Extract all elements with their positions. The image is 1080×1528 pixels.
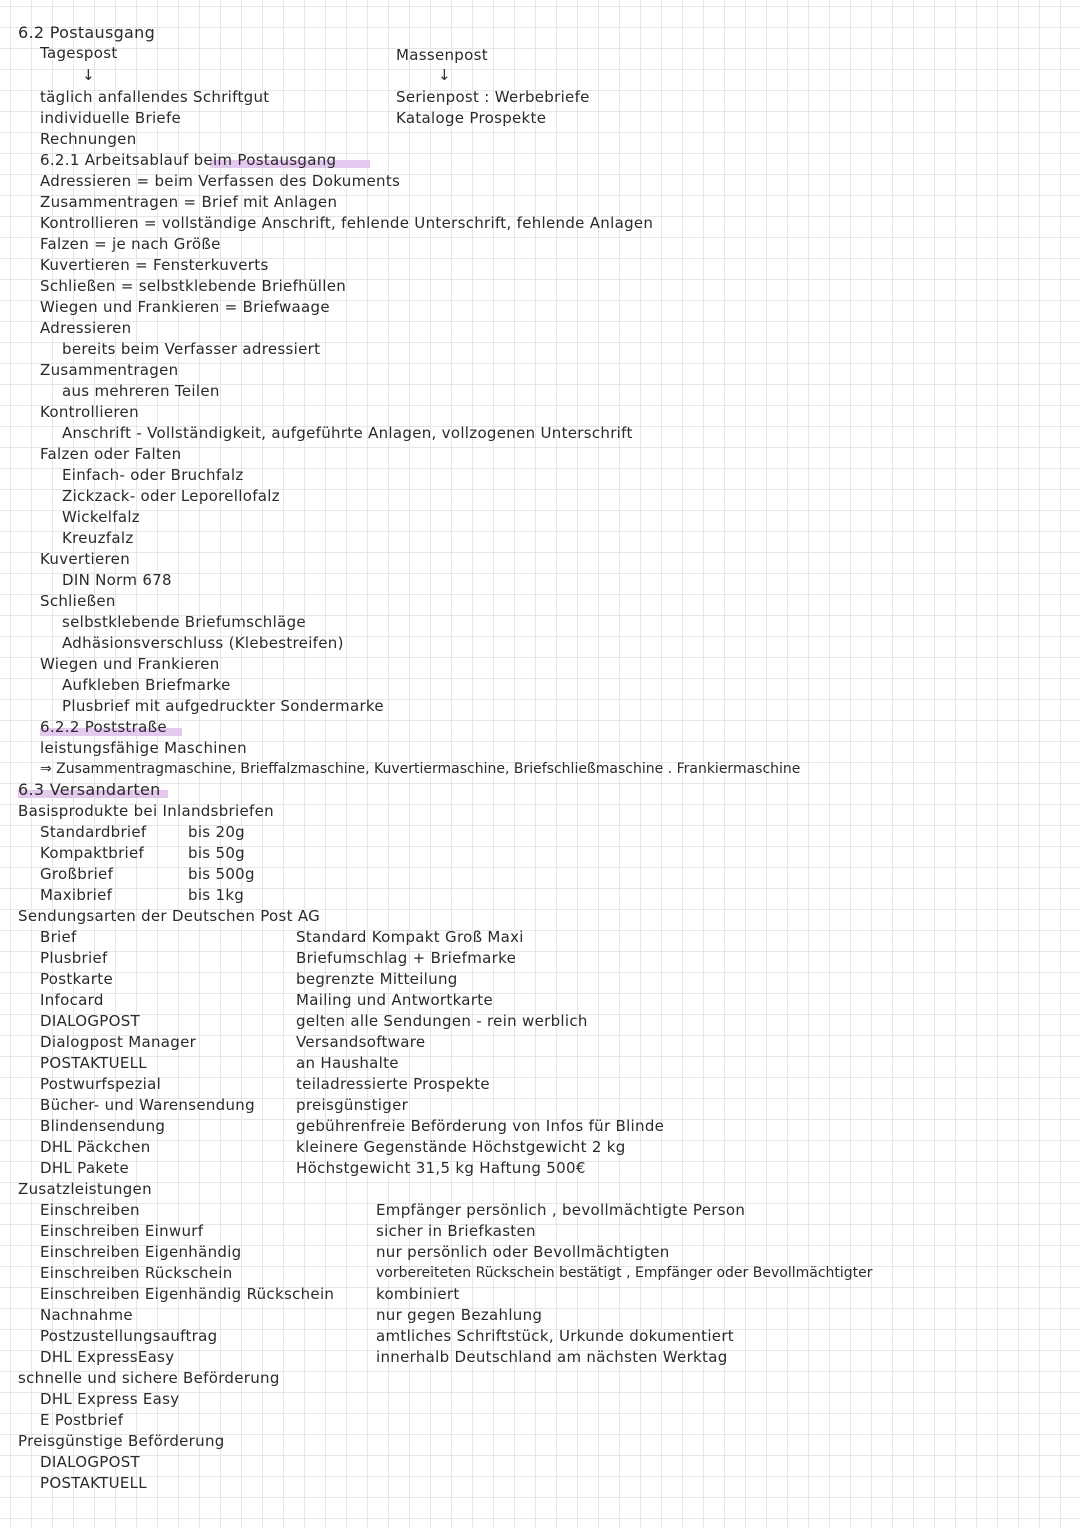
note-line: Zusammentragen = Brief mit Anlagen xyxy=(40,193,338,211)
note-line: Wiegen und Frankieren = Briefwaage xyxy=(40,298,330,316)
note-line: Kompaktbrief xyxy=(40,844,145,862)
note-line: Sendungsarten der Deutschen Post AG xyxy=(18,907,321,925)
note-line: Einschreiben Rückschein xyxy=(40,1264,233,1282)
note-line: Preisgünstige Beförderung xyxy=(18,1432,225,1450)
arrow-down-icon: ↓ xyxy=(82,66,95,84)
note-line: Rechnungen xyxy=(40,130,137,148)
note-line: kleinere Gegenstände Höchstgewicht 2 kg xyxy=(296,1138,626,1156)
note-line: Serienpost : Werbebriefe xyxy=(396,88,590,106)
note-line: Bücher- und Warensendung xyxy=(40,1096,255,1114)
note-line: Kontrollieren = vollständige Anschrift, fehlende Unterschrift, fehlende Anlagen xyxy=(40,214,654,232)
note-line: POSTAKTUELL xyxy=(40,1054,147,1072)
section-heading: 6.2 Postausgang xyxy=(18,23,156,42)
note-line: DHL Pakete xyxy=(40,1159,130,1177)
note-line: gebührenfreie Beförderung von Infos für Blinde xyxy=(296,1117,665,1135)
note-line: Zusatzleistungen xyxy=(18,1180,152,1198)
note-line: Kuvertieren = Fensterkuverts xyxy=(40,256,269,274)
note-line: Plusbrief xyxy=(40,949,108,967)
note-line: Schließen = selbstklebende Briefhüllen xyxy=(40,277,347,295)
note-line: Kreuzfalz xyxy=(62,529,134,547)
note-line: DIALOGPOST xyxy=(40,1012,141,1030)
note-line: Tagespost xyxy=(40,44,118,62)
note-line: Infocard xyxy=(40,991,104,1009)
arrow-down-icon: ↓ xyxy=(438,66,451,84)
note-line: Zickzack- oder Leporellofalz xyxy=(62,487,280,505)
note-line: begrenzte Mitteilung xyxy=(296,970,458,988)
note-line: aus mehreren Teilen xyxy=(62,382,220,400)
note-line: Einschreiben Eigenhändig Rückschein xyxy=(40,1285,335,1303)
note-line: Brief xyxy=(40,928,77,946)
note-line: Einschreiben Einwurf xyxy=(40,1222,204,1240)
note-line: preisgünstiger xyxy=(296,1096,409,1114)
note-line: schnelle und sichere Beförderung xyxy=(18,1369,280,1387)
note-line: ⇒ Zusammentragmaschine, Brieffalzmaschine, Kuvertiermaschine, Briefschließmaschine . Frankiermaschine xyxy=(40,761,801,777)
note-line: Nachnahme xyxy=(40,1306,133,1324)
note-line: kombiniert xyxy=(376,1285,460,1303)
note-line: täglich anfallendes Schriftgut xyxy=(40,88,270,106)
note-line: Kontrollieren xyxy=(40,403,139,421)
note-line: Wiegen und Frankieren xyxy=(40,655,220,673)
note-line: Standard Kompakt Groß Maxi xyxy=(296,928,524,946)
note-line: Schließen xyxy=(40,592,116,610)
note-line: an Haushalte xyxy=(296,1054,399,1072)
note-line: Aufkleben Briefmarke xyxy=(62,676,231,694)
note-line: Falzen = je nach Größe xyxy=(40,235,221,253)
note-line: Adressieren xyxy=(40,319,132,337)
note-line: Falzen oder Falten xyxy=(40,445,182,463)
subsection-heading: 6.2.2 Poststraße xyxy=(40,718,167,736)
note-line: Postwurfspezial xyxy=(40,1075,162,1093)
section-heading: 6.3 Versandarten xyxy=(18,780,161,799)
note-line: bis 500g xyxy=(188,865,255,883)
note-line: DHL Express Easy xyxy=(40,1390,180,1408)
note-line: vorbereiteten Rückschein bestätigt , Empfänger oder Bevollmächtigter xyxy=(376,1265,873,1281)
note-line: DIALOGPOST xyxy=(40,1453,141,1471)
note-line: Basisprodukte bei Inlandsbriefen xyxy=(18,802,274,820)
note-line: Versandsoftware xyxy=(296,1033,426,1051)
note-line: nur gegen Bezahlung xyxy=(376,1306,543,1324)
note-line: Zusammentragen xyxy=(40,361,179,379)
note-line: DHL Päckchen xyxy=(40,1138,151,1156)
note-line: leistungsfähige Maschinen xyxy=(40,739,247,757)
note-line: Blindensendung xyxy=(40,1117,166,1135)
note-line: amtliches Schriftstück, Urkunde dokumentiert xyxy=(376,1327,734,1345)
note-line: bis 50g xyxy=(188,844,245,862)
note-line: Einschreiben xyxy=(40,1201,140,1219)
note-line: Plusbrief mit aufgedruckter Sondermarke xyxy=(62,697,384,715)
note-line: teiladressierte Prospekte xyxy=(296,1075,490,1093)
note-line: selbstklebende Briefumschläge xyxy=(62,613,306,631)
note-line: Mailing und Antwortkarte xyxy=(296,991,493,1009)
note-line: Einschreiben Eigenhändig xyxy=(40,1243,242,1261)
note-line: Einfach- oder Bruchfalz xyxy=(62,466,244,484)
note-line: gelten alle Sendungen - rein werblich xyxy=(296,1012,588,1030)
note-line: Postzustellungsauftrag xyxy=(40,1327,218,1345)
note-line: Standardbrief xyxy=(40,823,147,841)
note-line: Maxibrief xyxy=(40,886,113,904)
note-line: Adressieren = beim Verfassen des Dokuments xyxy=(40,172,401,190)
note-line: DIN Norm 678 xyxy=(62,571,172,589)
note-line: Empfänger persönlich , bevollmächtigte Person xyxy=(376,1201,746,1219)
note-line: Anschrift - Vollständigkeit, aufgeführte Anlagen, vollzogenen Unterschrift xyxy=(62,424,633,442)
note-line: Kuvertieren xyxy=(40,550,131,568)
note-line: Postkarte xyxy=(40,970,113,988)
note-line: DHL ExpressEasy xyxy=(40,1348,175,1366)
note-line: Briefumschlag + Briefmarke xyxy=(296,949,517,967)
note-line: bereits beim Verfasser adressiert xyxy=(62,340,321,358)
note-line: Dialogpost Manager xyxy=(40,1033,197,1051)
note-line: innerhalb Deutschland am nächsten Werktag xyxy=(376,1348,728,1366)
note-line: bis 20g xyxy=(188,823,245,841)
subsection-heading: 6.2.1 Arbeitsablauf beim Postausgang xyxy=(40,151,337,169)
note-line: Kataloge Prospekte xyxy=(396,109,547,127)
note-line: sicher in Briefkasten xyxy=(376,1222,536,1240)
note-line: Wickelfalz xyxy=(62,508,140,526)
note-line: bis 1kg xyxy=(188,886,245,904)
note-line: Adhäsionsverschluss (Klebestreifen) xyxy=(62,634,344,652)
note-line: individuelle Briefe xyxy=(40,109,182,127)
note-line: POSTAKTUELL xyxy=(40,1474,147,1492)
note-line: Großbrief xyxy=(40,865,114,883)
note-line: E Postbrief xyxy=(40,1411,124,1429)
note-line: nur persönlich oder Bevollmächtigten xyxy=(376,1243,670,1261)
note-line: Massenpost xyxy=(396,46,488,64)
note-line: Höchstgewicht 31,5 kg Haftung 500€ xyxy=(296,1159,586,1177)
